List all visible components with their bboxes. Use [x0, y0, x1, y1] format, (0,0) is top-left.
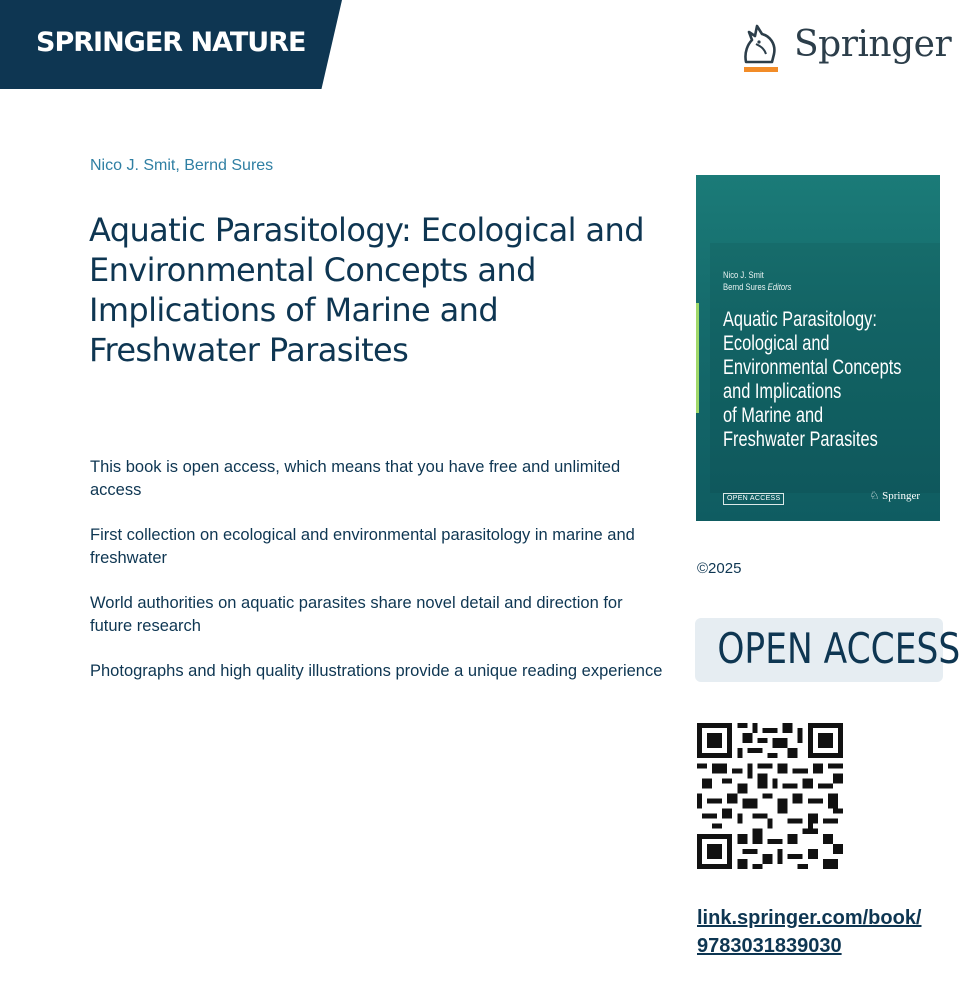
book-title: Aquatic Parasitology: Ecological and Environmental Concepts and Implications of Marine and Freshwater Parasites — [89, 211, 644, 369]
book-cover[interactable] — [696, 175, 940, 521]
cover-accent-stripe — [696, 303, 699, 413]
cover-editor-name: Bernd Sures — [723, 282, 766, 292]
springer-horse-icon: ♘ — [869, 490, 880, 502]
copyright-year: ©2025 — [697, 560, 742, 577]
feature-item: Photographs and high quality illustrations provide a unique reading experience — [90, 662, 663, 680]
open-access-badge — [695, 618, 961, 682]
springer-book-link[interactable] — [697, 904, 922, 960]
feature-list — [90, 456, 665, 705]
cover-publisher-name: Springer — [882, 490, 920, 502]
feature-item: This book is open access, which means that you have free and unlimited access — [90, 458, 621, 499]
qr-code-icon[interactable] — [697, 722, 843, 870]
cover-title-line: Aquatic Parasitology: — [723, 308, 877, 331]
book-authors: Nico J. Smit, Bernd Sures — [90, 157, 274, 174]
book-link-line: 9783031839030 — [697, 935, 842, 957]
feature-item: World authorities on aquatic parasites share novel detail and direction for future research — [90, 594, 623, 635]
feature-item: First collection on ecological and environmental parasitology in marine and freshwater — [90, 526, 635, 567]
springer-horse-icon — [738, 18, 782, 76]
cover-title-line: Environmental Concepts — [723, 356, 902, 379]
open-access-badge-text: OPEN ACCESS — [717, 624, 961, 673]
springer-nature-logo-text: SPRINGER NATURE — [36, 27, 306, 58]
cover-editor-name: Nico J. Smit — [723, 270, 764, 280]
cover-editors-label: Editors — [767, 282, 792, 292]
springer-wordmark: Springer — [794, 24, 952, 65]
cover-title — [723, 308, 901, 452]
cover-title-line: and Implications — [723, 380, 842, 403]
springer-logo — [738, 16, 952, 78]
cover-title-line: Ecological and — [723, 332, 830, 355]
cover-open-access-label: OPEN ACCESS — [723, 493, 784, 505]
cover-editors — [723, 269, 791, 293]
book-link-line: link.springer.com/book/ — [697, 907, 922, 929]
cover-title-line: Freshwater Parasites — [723, 428, 878, 451]
cover-publisher — [869, 489, 920, 502]
cover-title-line: of Marine and — [723, 404, 824, 427]
